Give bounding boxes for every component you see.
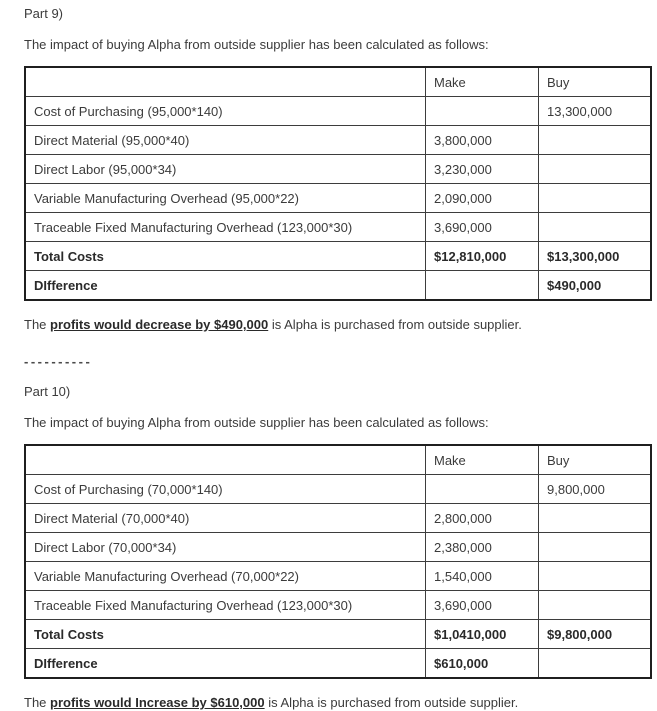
difference-row — [25, 271, 651, 301]
table-row — [25, 591, 651, 620]
buy-value — [539, 504, 652, 533]
buy-value — [539, 184, 652, 213]
make-value: $610,000 — [426, 649, 539, 679]
section-divider: ---------- — [24, 354, 93, 369]
buy-value — [539, 213, 652, 242]
table-header-row — [25, 445, 651, 475]
buy-value — [539, 591, 652, 620]
buy-value: 9,800,000 — [539, 475, 652, 504]
header-buy-cell: Buy — [539, 67, 652, 97]
total-costs-row — [25, 242, 651, 271]
row-label: Traceable Fixed Manufacturing Overhead (123,000*30) — [25, 213, 426, 242]
table-row — [25, 533, 651, 562]
make-value: 2,800,000 — [426, 504, 539, 533]
make-value: 2,090,000 — [426, 184, 539, 213]
buy-value: $490,000 — [539, 271, 652, 301]
header-make-cell: Make — [426, 445, 539, 475]
buy-value — [539, 533, 652, 562]
make-value: 2,380,000 — [426, 533, 539, 562]
conclusion-emphasis: profits would decrease by $490,000 — [50, 317, 269, 332]
make-value: $12,810,000 — [426, 242, 539, 271]
header-blank-cell — [25, 67, 426, 97]
table-row — [25, 562, 651, 591]
part10-heading: Part 10) — [24, 384, 71, 399]
table-row — [25, 97, 651, 126]
row-label: Traceable Fixed Manufacturing Overhead (123,000*30) — [25, 591, 426, 620]
buy-value — [539, 126, 652, 155]
part9-heading: Part 9) — [24, 6, 64, 21]
table-row — [25, 126, 651, 155]
conclusion-prefix: The — [24, 317, 51, 332]
header-make-cell: Make — [426, 67, 539, 97]
conclusion-prefix: The — [24, 695, 51, 710]
total-costs-row — [25, 620, 651, 649]
conclusion-emphasis: profits would Increase by $610,000 — [50, 695, 265, 710]
make-value — [426, 475, 539, 504]
row-label: Direct Labor (95,000*34) — [25, 155, 426, 184]
make-value: 3,800,000 — [426, 126, 539, 155]
table-row — [25, 184, 651, 213]
conclusion-suffix: is Alpha is purchased from outside supplier. — [268, 317, 522, 332]
buy-value — [539, 562, 652, 591]
make-value — [426, 271, 539, 301]
row-label: Direct Material (70,000*40) — [25, 504, 426, 533]
make-value: 1,540,000 — [426, 562, 539, 591]
part9-cost-table — [24, 66, 652, 301]
buy-value: $9,800,000 — [539, 620, 652, 649]
row-label: Total Costs — [25, 620, 426, 649]
buy-value — [539, 649, 652, 679]
difference-row — [25, 649, 651, 679]
make-value: $1,0410,000 — [426, 620, 539, 649]
row-label: Variable Manufacturing Overhead (70,000*22) — [25, 562, 426, 591]
part10-conclusion — [24, 694, 622, 711]
buy-value — [539, 155, 652, 184]
make-value: 3,690,000 — [426, 213, 539, 242]
row-label: DIfference — [25, 271, 426, 301]
header-blank-cell — [25, 445, 426, 475]
table-row — [25, 213, 651, 242]
part9-conclusion — [24, 316, 622, 333]
row-label: Direct Labor (70,000*34) — [25, 533, 426, 562]
table-row — [25, 504, 651, 533]
part10-intro: The impact of buying Alpha from outside supplier has been calculated as follows: — [24, 415, 489, 430]
part9-intro: The impact of buying Alpha from outside supplier has been calculated as follows: — [24, 37, 489, 52]
make-value: 3,690,000 — [426, 591, 539, 620]
row-label: Variable Manufacturing Overhead (95,000*22) — [25, 184, 426, 213]
row-label: Cost of Purchasing (95,000*140) — [25, 97, 426, 126]
row-label: DIfference — [25, 649, 426, 679]
buy-value: 13,300,000 — [539, 97, 652, 126]
make-value — [426, 97, 539, 126]
table-row — [25, 475, 651, 504]
buy-value: $13,300,000 — [539, 242, 652, 271]
make-value: 3,230,000 — [426, 155, 539, 184]
table-row — [25, 155, 651, 184]
conclusion-suffix: is Alpha is purchased from outside supplier. — [264, 695, 519, 710]
header-buy-cell: Buy — [539, 445, 652, 475]
part10-cost-table — [24, 444, 652, 679]
row-label: Total Costs — [25, 242, 426, 271]
table-header-row — [25, 67, 651, 97]
row-label: Direct Material (95,000*40) — [25, 126, 426, 155]
row-label: Cost of Purchasing (70,000*140) — [25, 475, 426, 504]
